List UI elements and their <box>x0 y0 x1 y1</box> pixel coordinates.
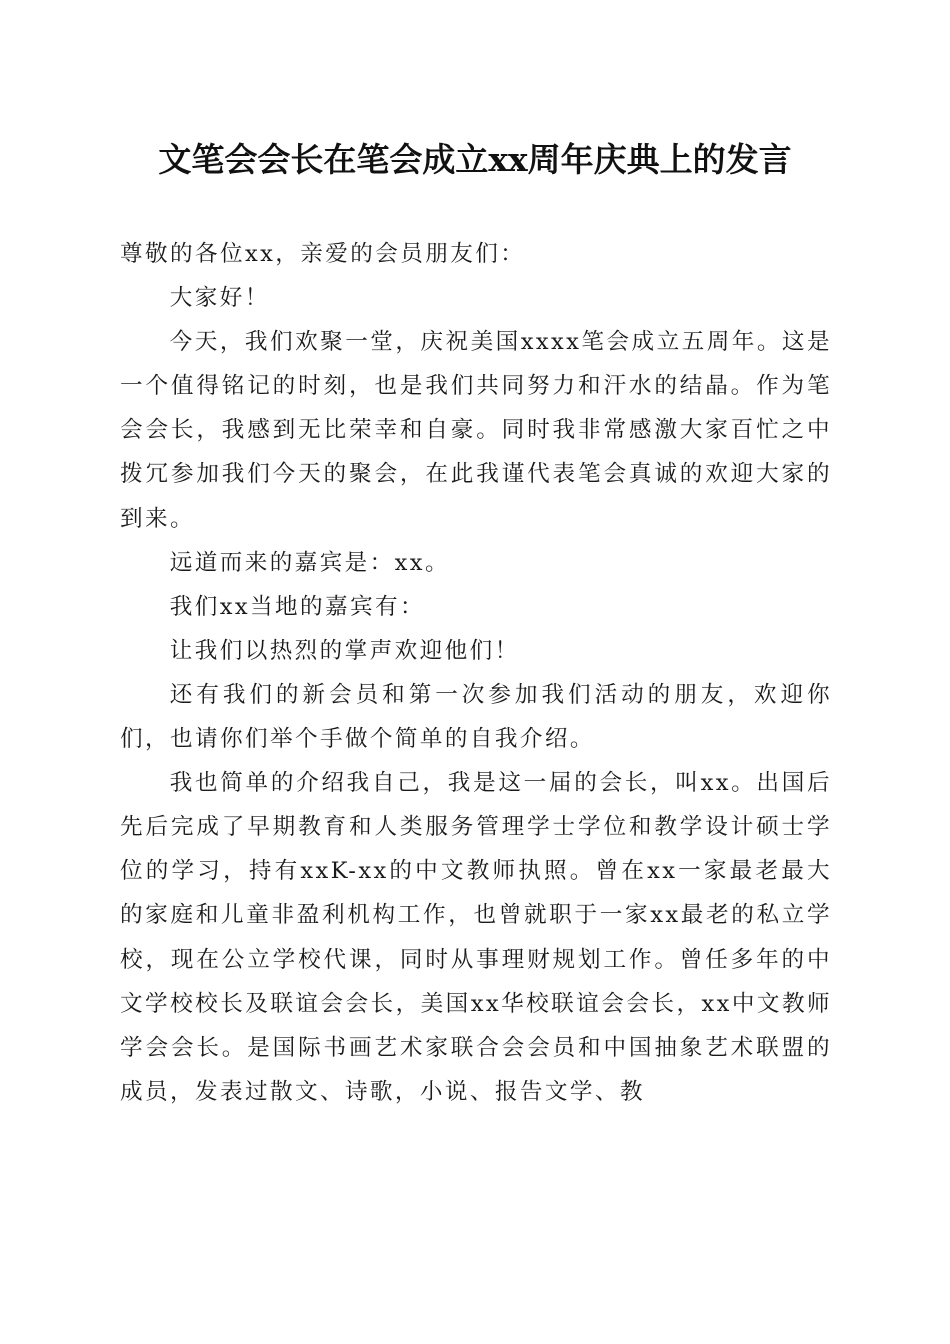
document-body <box>120 232 832 1114</box>
paragraph: 远道而来的嘉宾是：xx。 <box>169 549 450 576</box>
paragraph: 我们xx当地的嘉宾有： <box>169 593 425 620</box>
greeting-line: 尊敬的各位xx，亲爱的会员朋友们： <box>120 241 526 267</box>
paragraph: 还有我们的新会员和第一次参加我们活动的朋友，欢迎你们，也请你们举个手做个简单的自我介绍。 <box>120 681 832 753</box>
document-title: 文笔会会长在笔会成立xx周年庆典上的发言 <box>158 140 792 179</box>
paragraph: 今天，我们欢聚一堂，庆祝美国xxxx笔会成立五周年。这是一个值得铭记的时刻，也是我们共同努力和汗水的结晶。作为笔会会长，我感到无比荣幸和自豪。同时我非常感激大家百忙之中拨冗参加我们今天的聚会，在此我谨代表笔会真诚的欢迎大家的到来。 <box>120 329 832 532</box>
paragraph: 我也简单的介绍我自己，我是这一届的会长，叫xx。出国后先后完成了早期教育和人类服务管理学士学位和教学设计硕士学位的学习，持有xxK-xx的中文教师执照。曾在xx一家最老最大的家庭和儿童非盈利机构工作，也曾就职于一家xx最老的私立学校，现在公立学校代课，同时从事理财规划工作。曾任多年的中文学校校长及联谊会会长，美国xx华校联谊会会长，xx中文教师学会会长。是国际书画艺术家联合会会员和中国抽象艺术联盟的成员，发表过散文、诗歌，小说、报告文学、教 <box>120 770 832 1105</box>
paragraph: 大家好！ <box>169 285 270 312</box>
paragraph: 让我们以热烈的掌声欢迎他们！ <box>169 637 520 664</box>
